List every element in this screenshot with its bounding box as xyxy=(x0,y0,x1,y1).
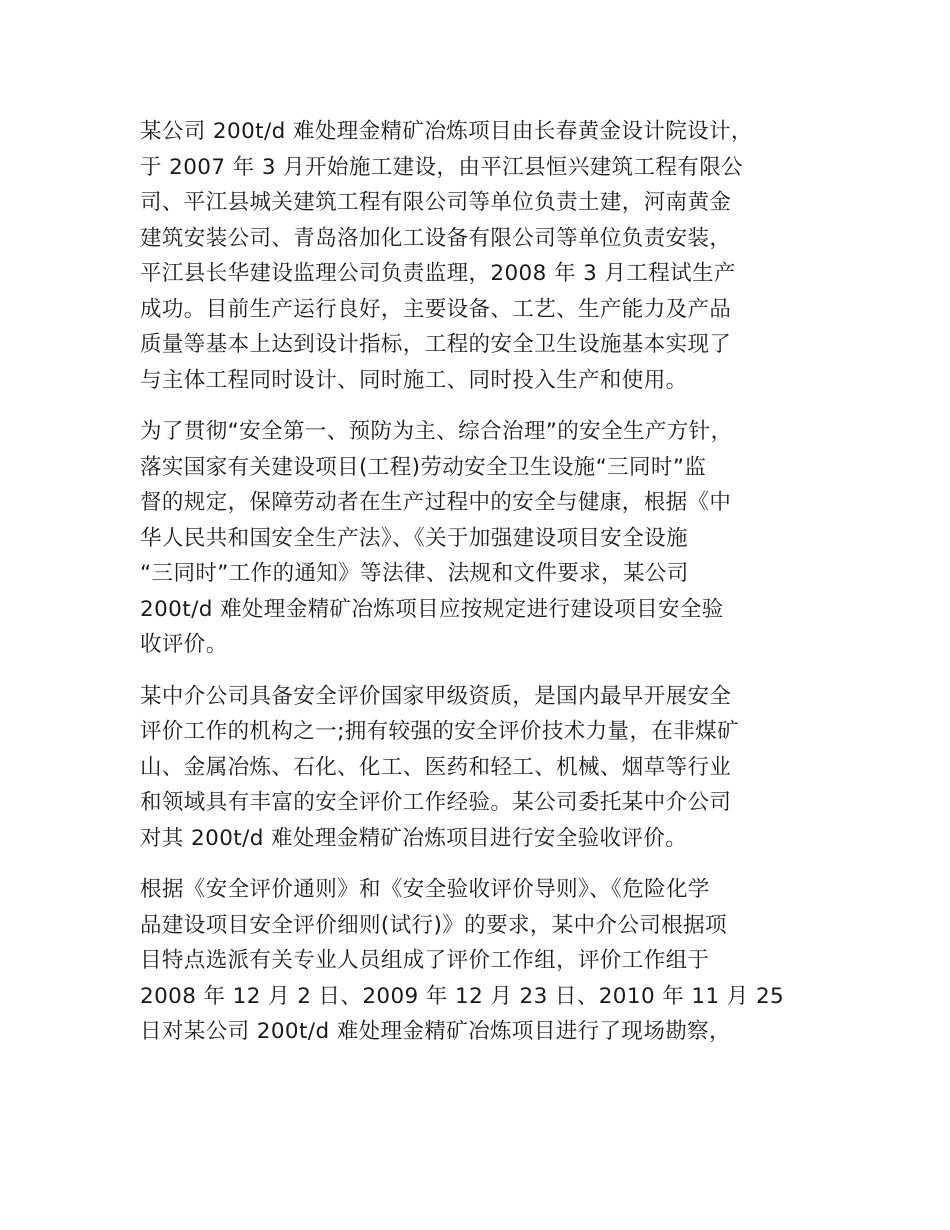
paragraph-1 xyxy=(140,114,820,398)
paragraph-4 xyxy=(140,872,820,1050)
text-line: 平江县长华建设监理公司负责监理，2008 年 3 月工程试生产 xyxy=(140,261,736,286)
text-line: 华人民共和国安全生产法》、《关于加强建设项目安全设施 xyxy=(140,525,688,551)
text-line: 质量等基本上达到设计指标，工程的安全卫生设施基本实现了 xyxy=(140,332,732,357)
text-line: 落实国家有关建设项目(工程)劳动安全卫生设施“三同时”监 xyxy=(140,454,707,480)
text-line: 某中介公司具备安全评价国家甲级资质，是国内最早开展安全 xyxy=(140,683,732,709)
text-line: 200t/d 难处理金精矿冶炼项目应按规定进行建设项目安全验 xyxy=(140,596,724,622)
text-line: 日对某公司 200t/d 难处理金精矿冶炼项目进行了现场勘察， xyxy=(140,1019,731,1044)
text-line: 成功。目前生产运行良好，主要设备、工艺、生产能力及产品 xyxy=(140,296,732,322)
text-line: 根据《安全评价通则》和《安全验收评价导则》、《危险化学 xyxy=(140,877,710,902)
text-line: 建筑安装公司、青岛洛加化工设备有限公司等单位负责安装， xyxy=(140,225,732,251)
text-line: 司、平江县城关建筑工程有限公司等单位负责土建，河南黄金 xyxy=(140,190,732,215)
document-body xyxy=(140,114,820,1066)
text-line: 督的规定，保障劳动者在生产过程中的安全与健康，根据《中 xyxy=(140,490,732,515)
text-line: 某公司 200t/d 难处理金精矿冶炼项目由长春黄金设计院设计， xyxy=(140,119,753,144)
text-line: 目特点选派有关专业人员组成了评价工作组，评价工作组于 xyxy=(140,948,710,973)
text-line: 品建设项目安全评价细则(试行)》的要求，某中介公司根据项 xyxy=(140,912,727,938)
text-line: 2008 年 12 月 2 日、2009 年 12 月 23 日、2010 年 11 月 25 xyxy=(140,983,785,1009)
text-line: 与主体工程同时设计、同时施工、同时投入生产和使用。 xyxy=(140,367,688,393)
text-line: 山、金属冶炼、石化、化工、医药和轻工、机械、烟草等行业 xyxy=(140,754,732,780)
text-line: “三同时”工作的通知》等法律、法规和文件要求，某公司 xyxy=(140,561,689,586)
text-line: 和领域具有丰富的安全评价工作经验。某公司委托某中介公司 xyxy=(140,790,732,815)
text-line: 评价工作的机构之一;拥有较强的安全评价技术力量，在非煤矿 xyxy=(140,719,739,744)
paragraph-2 xyxy=(140,414,820,663)
text-line: 于 2007 年 3 月开始施工建设，由平江县恒兴建筑工程有限公 xyxy=(140,154,744,180)
text-line: 对其 200t/d 难处理金精矿冶炼项目进行安全验收评价。 xyxy=(140,825,688,851)
text-line: 为了贯彻“安全第一、预防为主、综合治理”的安全生产方针， xyxy=(140,419,733,444)
text-line: 收评价。 xyxy=(140,632,228,657)
paragraph-3 xyxy=(140,679,820,857)
